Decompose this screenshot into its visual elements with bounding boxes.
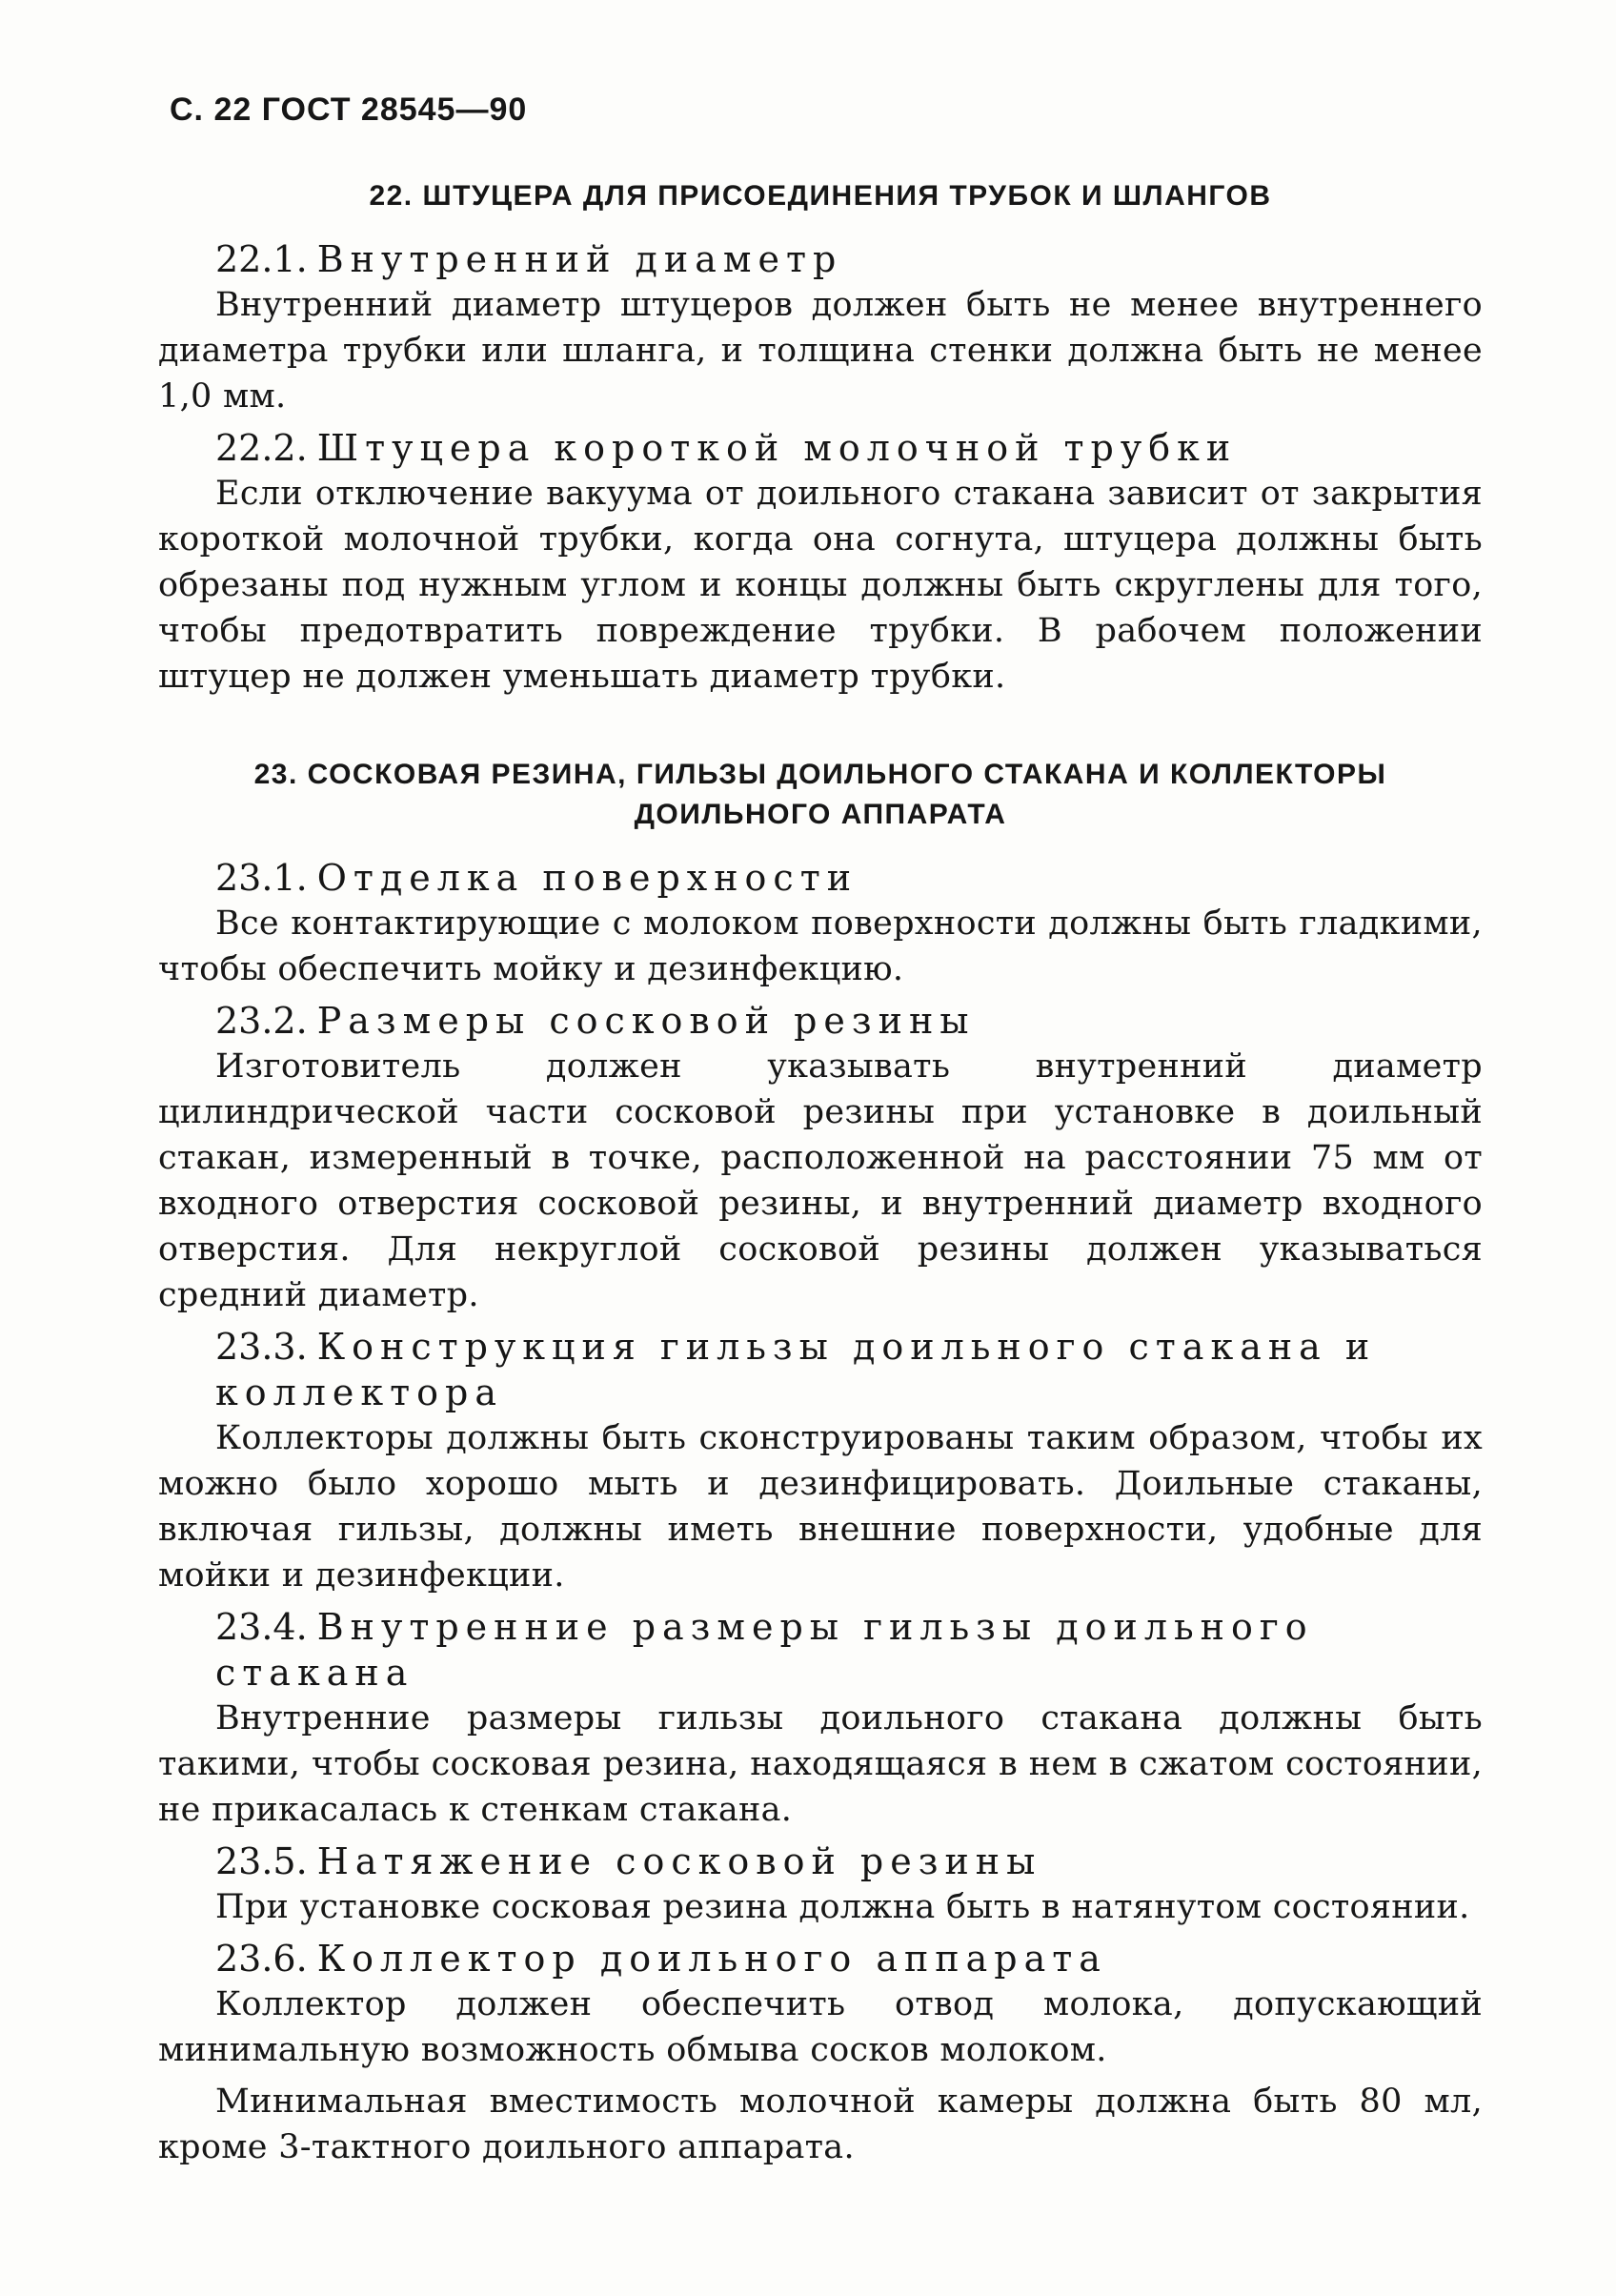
section-heading: 23. СОСКОВАЯ РЕЗИНА, ГИЛЬЗЫ ДОИЛЬНОГО СТАКАНА И КОЛЛЕКТОРЫ ДОИЛЬНОГО АППАРАТА: [253, 758, 1387, 831]
clause-title: [158, 998, 1483, 1044]
section-22: [158, 176, 1483, 700]
clause-title-text: Размеры сосковой резины: [316, 999, 976, 1042]
clause-title: [158, 1839, 1483, 1884]
clause-23-3: [158, 1324, 1483, 1598]
clause-number: 23.4.: [215, 1605, 308, 1648]
clause-title: [158, 1324, 1483, 1415]
section-heading: 22. ШТУЦЕРА ДЛЯ ПРИСОЕДИНЕНИЯ ТРУБОК И ШЛАНГОВ: [369, 180, 1272, 212]
clause-number: 23.6.: [215, 1937, 308, 1980]
paragraph: Минимальная вместимость молочной камеры должна быть 80 мл, кроме 3-тактного доильного аппарата.: [158, 2082, 1483, 2166]
section-23: [158, 755, 1483, 2170]
clause-23-5: [158, 1839, 1483, 1930]
paragraph: Коллектор должен обеспечить отвод молока, допускающий минимальную возможность обмыва сосков молоком.: [158, 1984, 1483, 2069]
clause-number: 23.1.: [215, 856, 308, 899]
clause-22-2: [158, 425, 1483, 700]
paragraph: Все контактирующие с молоком поверхности должны быть гладкими, чтобы обеспечить мойку и дезинфекцию.: [158, 904, 1483, 988]
clause-title: [158, 855, 1483, 901]
clause-title: [158, 1604, 1483, 1696]
clause-23-6: [158, 1936, 1483, 2170]
document-body: [158, 176, 1483, 2176]
paragraph: При установке сосковая резина должна быть в натянутом состоянии.: [215, 1887, 1470, 1926]
clause-number: 23.3.: [215, 1325, 308, 1368]
clause-number: 23.2.: [215, 999, 308, 1042]
clause-title-text: Отделка поверхности: [316, 856, 858, 899]
clause-23-1: [158, 855, 1483, 992]
clause-number: 23.5.: [215, 1839, 308, 1882]
paragraph: Изготовитель должен указывать внутренний диаметр цилиндрической части сосковой резины при установке в доильный стакан, измеренный в точке, расположенной на расстоянии 75 мм от входного отверстия сосковой резины, и внутренний диаметр входного отверстия. Для некруглой сосковой резины должен указываться средний диаметр.: [158, 1046, 1483, 1314]
clause-22-1: [158, 236, 1483, 419]
clause-title-text: Коллектор доильного аппарата: [316, 1937, 1107, 1980]
clause-title-text: Конструкция гильзы доильного стакана и коллектора: [215, 1325, 1377, 1413]
paragraph: Внутренний диаметр штуцеров должен быть не менее внутреннего диаметра трубки или шланга, и толщина стенки должна быть не менее 1,0 мм.: [158, 285, 1483, 416]
clause-23-4: [158, 1604, 1483, 1833]
clause-title-text: Внутренний диаметр: [316, 237, 843, 280]
running-head: С. 22 ГОСТ 28545—90: [170, 91, 528, 128]
clause-23-2: [158, 998, 1483, 1318]
paragraph: Внутренние размеры гильзы доильного стакана должны быть такими, чтобы сосковая резина, находящаяся в нем в сжатом состоянии, не прикасалась к стенкам стакана.: [158, 1698, 1483, 1829]
paragraph: Если отключение вакуума от доильного стакана зависит от закрытия короткой молочной трубки, когда она согнута, штуцера должны быть обрезаны под нужным углом и концы должны быть скруглены для того, чтобы предотвратить повреждение трубки. В рабочем положении штуцер не должен уменьшать диаметр трубки.: [158, 474, 1483, 696]
clause-title-text: Натяжение сосковой резины: [316, 1839, 1042, 1882]
paragraph: Коллекторы должны быть сконструированы таким образом, чтобы их можно было хорошо мыть и дезинфицировать. Доильные стаканы, включая гильзы, должны иметь внешние поверхности, удобные для мойки и дезинфекции.: [158, 1418, 1483, 1595]
clause-number: 22.1.: [215, 237, 308, 280]
clause-title-text: Внутренние размеры гильзы доильного стакана: [215, 1605, 1314, 1694]
clause-title-text: Штуцера короткой молочной трубки: [316, 426, 1238, 469]
clause-number: 22.2.: [215, 426, 308, 469]
clause-title: [158, 425, 1483, 471]
clause-title: [158, 1936, 1483, 1981]
clause-title: [158, 236, 1483, 282]
